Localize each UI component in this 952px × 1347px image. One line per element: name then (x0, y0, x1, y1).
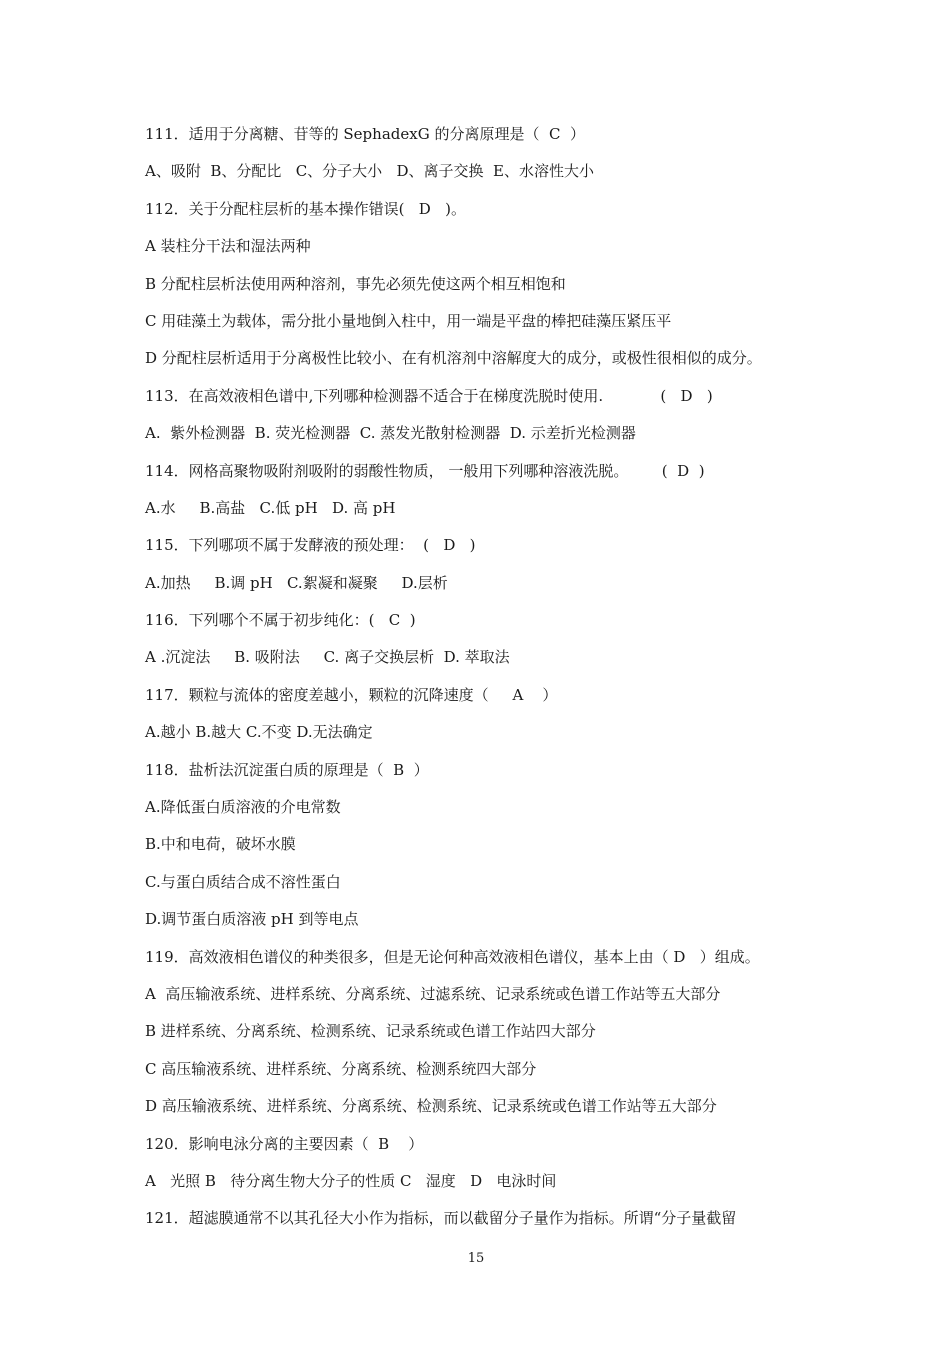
question-118-option-a: A.降低蛋白质溶液的介电常数 (145, 798, 341, 817)
question-118-stem: 118．盐析法沉淀蛋白质的原理是（ B ） (145, 760, 429, 779)
page-content (145, 122, 825, 1244)
question-119-option-d: D 高压输液系统、进样系统、分离系统、检测系统、记录系统或色谱工作站等五大部分 (145, 1097, 717, 1116)
question-119-option-a: A 高压输液系统、进样系统、分离系统、过滤系统、记录系统或色谱工作站等五大部分 (145, 984, 721, 1003)
question-119-option-b: B 进样系统、分离系统、检测系统、记录系统或色谱工作站四大部分 (145, 1022, 596, 1041)
question-112-option-d: D 分配柱层析适用于分离极性比较小、在有机溶剂中溶解度大的成分，或极性很相似的成分。 (145, 349, 762, 368)
question-121-stem: 121．超滤膜通常不以其孔径大小作为指标，而以截留分子量作为指标。所谓“分子量截留 (145, 1209, 737, 1228)
question-115-options: A.加热 B.调 pH C.絮凝和凝聚 D.层析 (145, 573, 448, 592)
page-number: 15 (467, 1251, 485, 1266)
question-114-stem: 114．网格高聚物吸附剂吸附的弱酸性物质， 一般用下列哪种溶液洗脱。 ( D ) (145, 461, 705, 480)
question-112-option-c: C 用硅藻土为载体，需分批小量地倒入柱中，用一端是平盘的棒把硅藻压紧压平 (145, 311, 672, 330)
question-119-stem: 119．高效液相色谱仪的种类很多，但是无论何种高效液相色谱仪，基本上由（ D ）组成。 (145, 947, 760, 966)
question-116-options: A .沉淀法 B. 吸附法 C. 离子交换层析 D. 萃取法 (145, 648, 510, 667)
question-118-option-c: C.与蛋白质结合成不溶性蛋白 (145, 872, 341, 891)
question-111-options: A、吸附 B、分配比 C、分子大小 D、离子交换 E、水溶性大小 (145, 162, 594, 181)
question-112-stem: 112．关于分配柱层析的基本操作错误( D )。 (145, 199, 466, 218)
question-116-stem: 116．下列哪个不属于初步纯化：( C ) (145, 611, 416, 630)
question-117-options: A.越小 B.越大 C.不变 D.无法确定 (145, 723, 373, 742)
question-120-options: A 光照 B 待分离生物大分子的性质 C 湿度 D 电泳时间 (145, 1171, 557, 1190)
question-118-option-d: D.调节蛋白质溶液 pH 到等电点 (145, 910, 359, 929)
question-115-stem: 115．下列哪项不属于发酵液的预处理： ( D ) (145, 536, 476, 555)
question-113-options: A. 紫外检测器 B. 荧光检测器 C. 蒸发光散射检测器 D. 示差折光检测器 (145, 424, 636, 443)
question-118-option-b: B.中和电荷，破坏水膜 (145, 835, 296, 854)
question-114-options: A.水 B.高盐 C.低 pH D. 高 pH (145, 498, 396, 517)
question-113-stem: 113．在高效液相色谱中,下列哪种检测器不适合于在梯度洗脱时使用. ( D ) (145, 386, 713, 405)
question-117-stem: 117．颗粒与流体的密度差越小，颗粒的沉降速度（ A ） (145, 685, 558, 704)
question-119-option-c: C 高压输液系统、进样系统、分离系统、检测系统四大部分 (145, 1059, 537, 1078)
question-120-stem: 120．影响电泳分离的主要因素（ B ） (145, 1134, 424, 1153)
question-111-stem: 111．适用于分离糖、苷等的 SephadexG 的分离原理是（ C ） (145, 125, 585, 143)
question-112-option-b: B 分配柱层析法使用两种溶剂，事先必须先使这两个相互相饱和 (145, 274, 566, 293)
question-112-option-a: A 装柱分干法和湿法两种 (145, 237, 311, 256)
